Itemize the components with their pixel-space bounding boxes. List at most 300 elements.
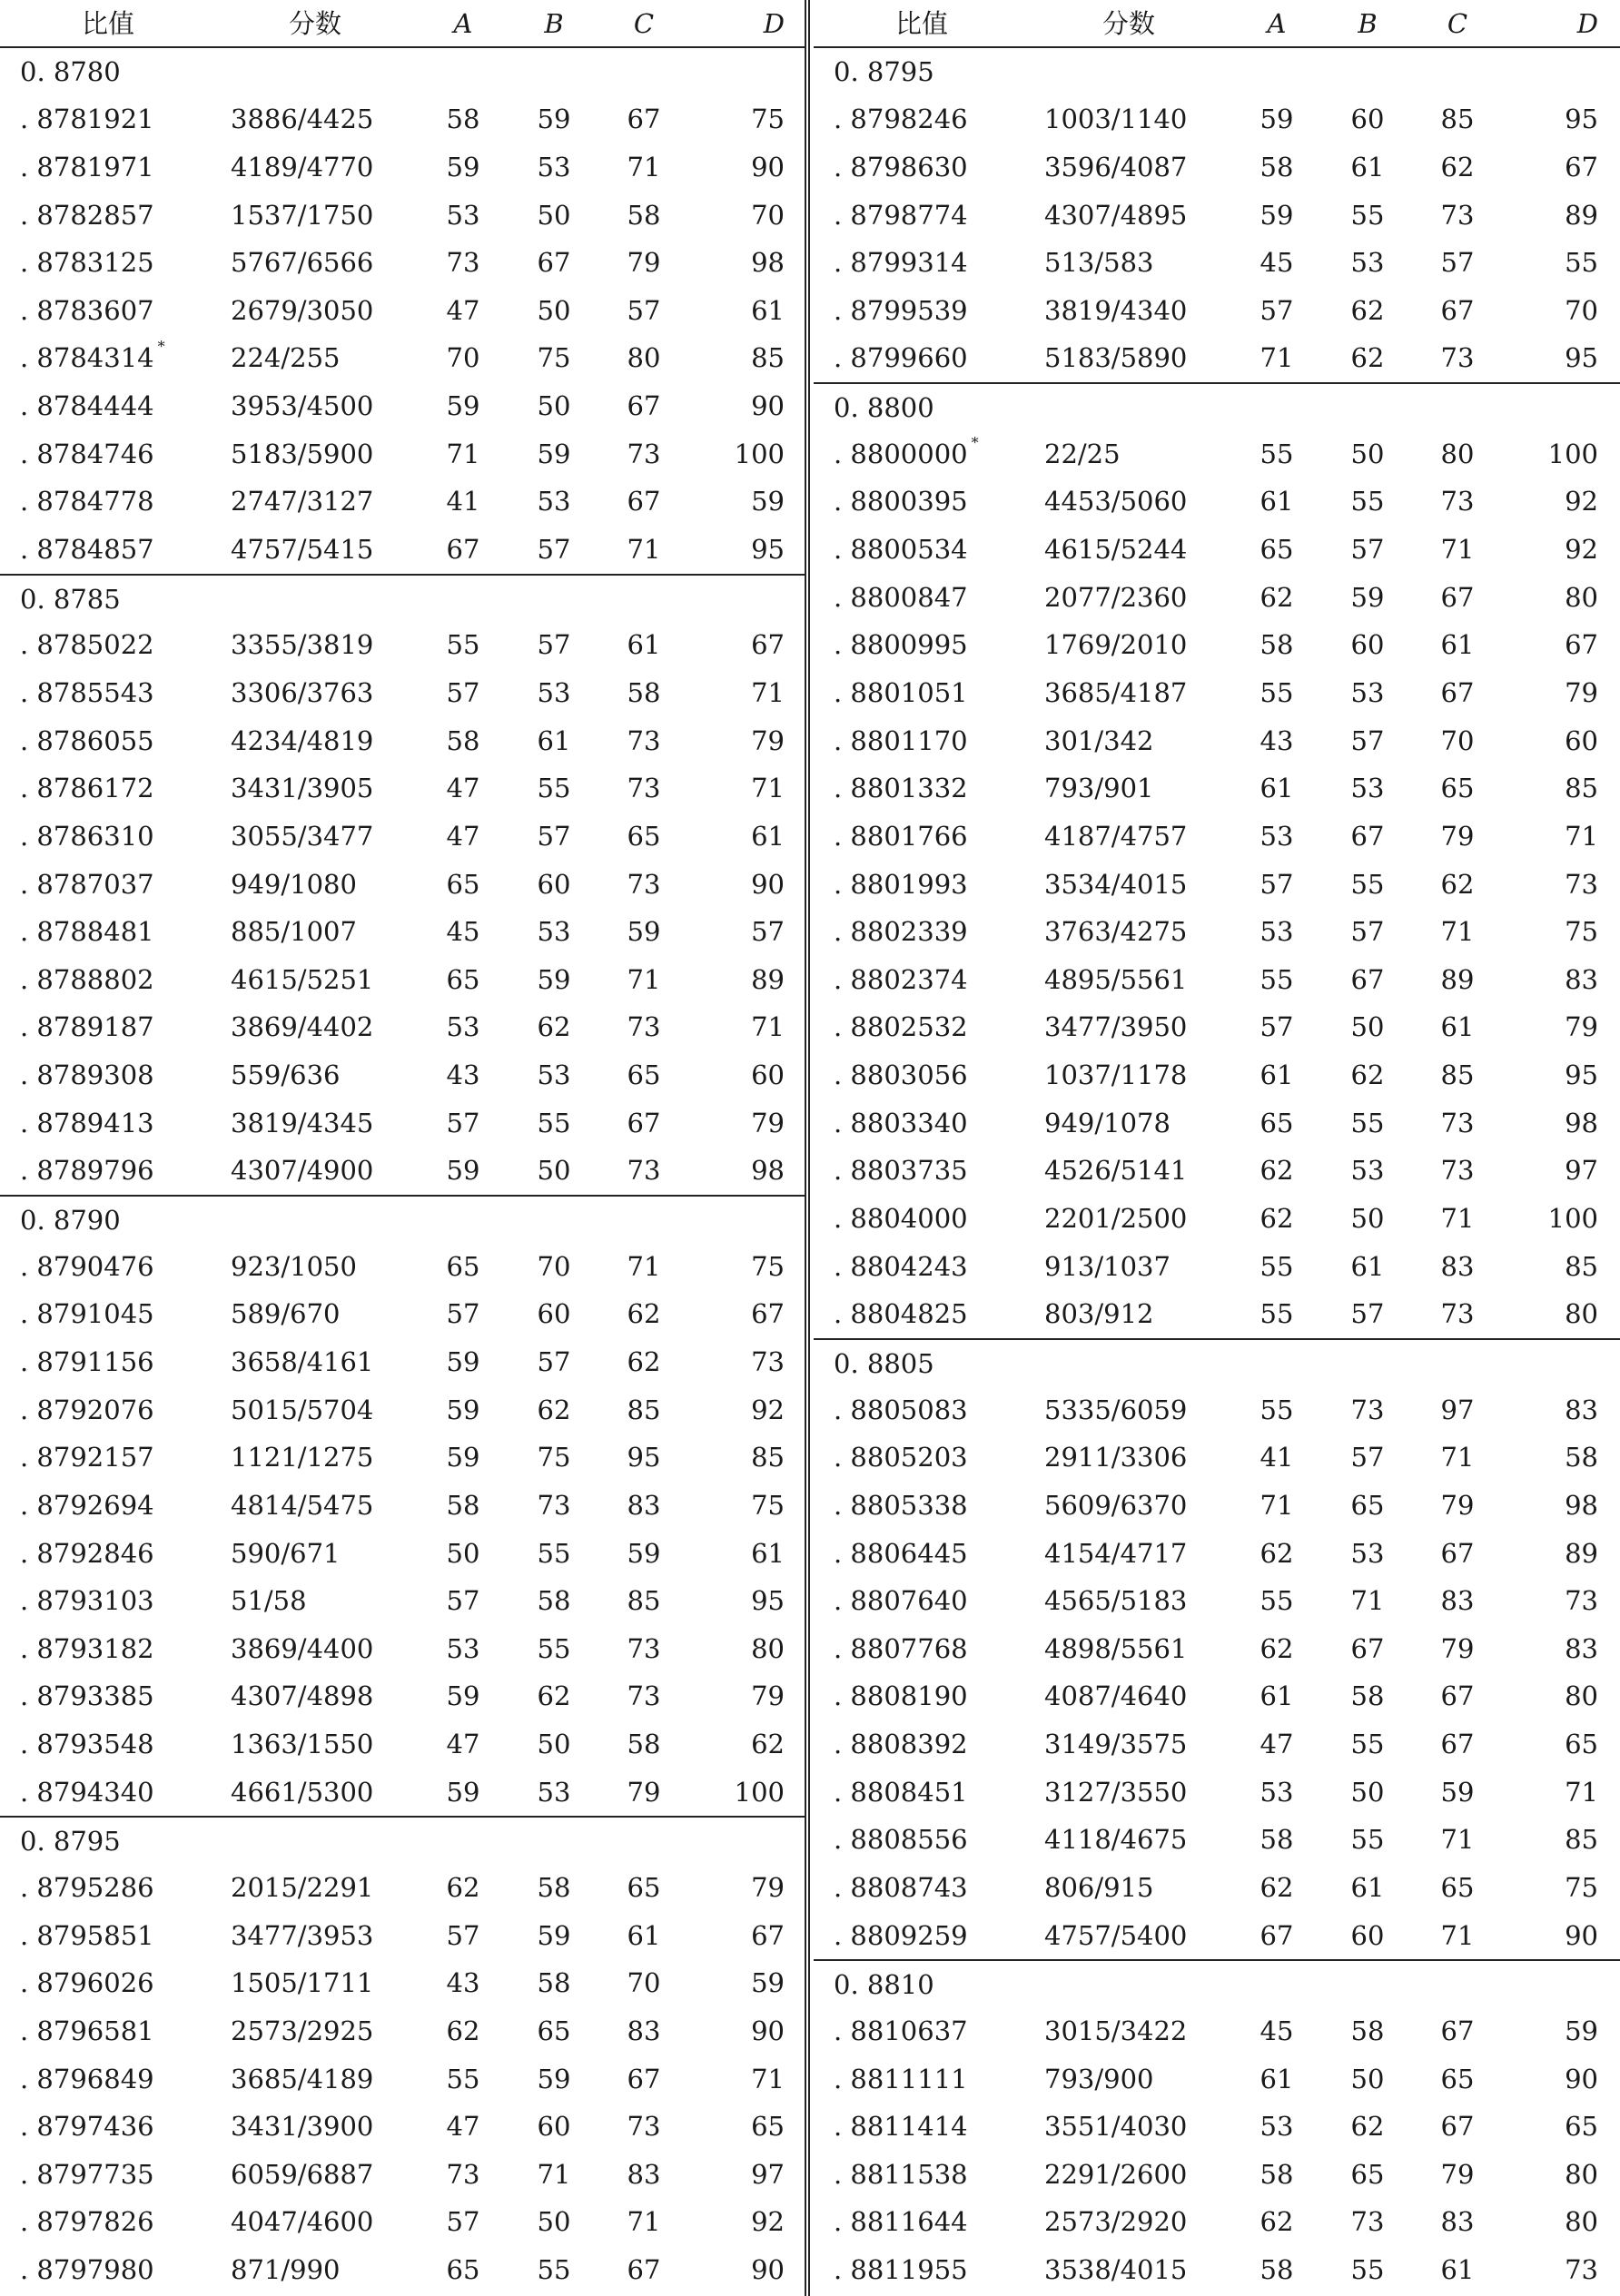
table-row — [0, 1625, 806, 1673]
d-cell: 65 — [1565, 2111, 1598, 2143]
a-cell: 62 — [446, 2015, 480, 2046]
ratio-cell — [834, 2055, 968, 2104]
table-row — [0, 1769, 806, 1817]
fraction-cell: 4307/4898 — [231, 1680, 374, 1712]
ratio-cell — [20, 334, 165, 382]
c-cell: 71 — [1440, 1824, 1475, 1856]
b-cell: 50 — [1350, 1776, 1385, 1808]
table-row — [814, 2055, 1620, 2104]
table-row — [0, 526, 806, 574]
header-b: B — [544, 8, 564, 39]
table-row — [0, 287, 806, 335]
table-row — [0, 717, 806, 765]
b-cell: 50 — [537, 199, 571, 231]
d-cell: 90 — [751, 151, 785, 182]
ratio-value: . 8781921 — [20, 103, 154, 135]
d-cell: 85 — [1565, 1250, 1598, 1282]
fraction-cell: 2679/3050 — [231, 294, 374, 326]
a-cell: 58 — [1259, 2254, 1294, 2286]
b-cell: 62 — [537, 1680, 571, 1712]
d-cell: 98 — [751, 1155, 785, 1187]
table-row — [814, 430, 1620, 478]
table-row — [0, 669, 806, 717]
ratio-value: . 8782857 — [20, 199, 154, 231]
d-cell: 100 — [734, 438, 785, 469]
table-row — [0, 1672, 806, 1720]
a-cell: 59 — [1259, 103, 1294, 135]
ratio-cell — [834, 334, 968, 382]
b-cell: 62 — [1350, 1059, 1385, 1091]
d-cell: 71 — [751, 676, 785, 708]
ratio-cell — [834, 192, 968, 240]
fraction-cell: 589/670 — [231, 1298, 341, 1330]
fraction-cell: 4187/4757 — [1044, 820, 1188, 852]
fraction-cell: 2015/2291 — [231, 1871, 374, 1903]
ratio-cell — [834, 1577, 968, 1625]
b-cell: 67 — [1350, 1632, 1385, 1664]
ratio-value: . 8788481 — [20, 916, 154, 948]
d-cell: 90 — [751, 2254, 785, 2286]
c-cell: 62 — [627, 1298, 661, 1330]
c-cell: 79 — [627, 1776, 661, 1808]
d-cell: 83 — [1565, 1394, 1598, 1425]
fraction-cell: 803/912 — [1044, 1298, 1154, 1330]
fraction-cell: 3685/4189 — [231, 2063, 374, 2094]
ratio-cell — [20, 764, 154, 813]
b-cell: 61 — [1350, 1250, 1385, 1282]
ratio-cell — [834, 1482, 968, 1530]
ratio-value: . 8791156 — [20, 1345, 154, 1377]
ratio-cell — [834, 2198, 968, 2246]
b-cell: 53 — [537, 1776, 571, 1808]
c-cell: 71 — [1440, 916, 1475, 948]
a-cell: 62 — [1259, 1155, 1294, 1187]
a-cell: 71 — [446, 438, 480, 469]
ratio-value: . 8784857 — [20, 534, 154, 566]
group-label: 0. 8780 — [20, 55, 121, 87]
b-cell: 53 — [537, 151, 571, 182]
c-cell: 71 — [627, 963, 661, 995]
fraction-cell: 3953/4500 — [231, 390, 374, 422]
b-cell: 59 — [537, 1919, 571, 1951]
b-cell: 50 — [1350, 2063, 1385, 2094]
ratio-cell — [20, 1290, 154, 1338]
table-row — [0, 956, 806, 1004]
b-cell: 60 — [1350, 103, 1385, 135]
ratio-value: . 8781971 — [20, 151, 154, 182]
ratio-value: . 8805338 — [834, 1489, 968, 1521]
c-cell: 59 — [627, 1537, 661, 1569]
ratio-value: . 8800395 — [834, 486, 968, 517]
fraction-cell: 6059/6887 — [231, 2158, 374, 2190]
c-cell: 67 — [627, 390, 661, 422]
table-row — [0, 382, 806, 430]
ratio-value: . 8792694 — [20, 1489, 154, 1521]
a-cell: 58 — [446, 724, 480, 756]
ratio-cell — [834, 478, 968, 526]
ratio-value: . 8797735 — [20, 2158, 154, 2190]
table-row — [814, 764, 1620, 813]
d-cell: 58 — [1565, 1442, 1598, 1473]
a-cell: 55 — [446, 629, 480, 661]
group-label: 0. 8795 — [20, 1826, 121, 1857]
c-cell: 71 — [627, 534, 661, 566]
a-cell: 57 — [446, 1107, 480, 1138]
table-row — [814, 956, 1620, 1004]
d-cell: 80 — [1565, 2158, 1598, 2190]
a-cell: 57 — [446, 1585, 480, 1617]
ratio-cell — [834, 143, 968, 192]
ratio-value: . 8797980 — [20, 2254, 154, 2286]
group-label: 0. 8800 — [834, 392, 934, 424]
a-cell: 58 — [446, 103, 480, 135]
a-cell: 55 — [1259, 438, 1294, 469]
ratio-cell — [834, 764, 968, 813]
fraction-cell: 4615/5244 — [1044, 534, 1188, 566]
table-row — [0, 1386, 806, 1434]
a-cell: 58 — [1259, 2158, 1294, 2190]
table-row — [0, 908, 806, 956]
ratio-value: . 8800534 — [834, 534, 968, 566]
c-cell: 65 — [627, 1871, 661, 1903]
c-cell: 89 — [1440, 963, 1475, 995]
ratio-value: . 8811538 — [834, 2158, 968, 2190]
ratio-cell — [834, 2246, 968, 2294]
group-heading — [0, 574, 806, 622]
d-cell: 73 — [1565, 868, 1598, 900]
fraction-cell: 3819/4345 — [231, 1107, 374, 1138]
c-cell: 73 — [1440, 486, 1475, 517]
fraction-cell: 3431/3900 — [231, 2111, 374, 2143]
fraction-cell: 4895/5561 — [1044, 963, 1188, 995]
c-cell: 67 — [1440, 2015, 1475, 2046]
a-cell: 55 — [1259, 1394, 1294, 1425]
d-cell: 85 — [1565, 1824, 1598, 1856]
fraction-cell: 4047/4600 — [231, 2206, 374, 2238]
a-cell: 47 — [446, 1729, 480, 1760]
b-cell: 50 — [1350, 1011, 1385, 1043]
ratio-cell — [20, 1338, 154, 1386]
a-cell: 55 — [1259, 1585, 1294, 1617]
a-cell: 61 — [1259, 773, 1294, 804]
table-row — [814, 574, 1620, 622]
a-cell: 62 — [1259, 1203, 1294, 1235]
b-cell: 61 — [537, 724, 571, 756]
c-cell: 85 — [1440, 103, 1475, 135]
fraction-cell: 4307/4895 — [1044, 199, 1188, 231]
d-cell: 75 — [751, 1489, 785, 1521]
table-row — [0, 1290, 806, 1338]
a-cell: 43 — [446, 1059, 480, 1091]
fraction-cell: 3127/3550 — [1044, 1776, 1188, 1808]
header-c: C — [633, 8, 655, 39]
c-cell: 67 — [627, 486, 661, 517]
c-cell: 70 — [627, 1967, 661, 1999]
table-row — [0, 1147, 806, 1195]
table-row — [814, 669, 1620, 717]
d-cell: 85 — [751, 1442, 785, 1473]
b-cell: 58 — [1350, 2015, 1385, 2046]
ratio-value: . 8810637 — [834, 2015, 968, 2046]
fraction-cell: 5609/6370 — [1044, 1489, 1188, 1521]
d-cell: 85 — [751, 342, 785, 374]
ratio-value: . 8789413 — [20, 1107, 154, 1138]
ratio-value: . 8808451 — [834, 1776, 968, 1808]
ratio-cell — [834, 861, 968, 909]
b-cell: 73 — [1350, 2206, 1385, 2238]
b-cell: 67 — [1350, 820, 1385, 852]
fraction-cell: 871/990 — [231, 2254, 341, 2286]
fraction-cell: 4898/5561 — [1044, 1632, 1188, 1664]
ratio-value: . 8789187 — [20, 1011, 154, 1043]
b-cell: 55 — [1350, 2254, 1385, 2286]
ratio-value: . 8798774 — [834, 199, 968, 231]
fraction-cell: 51/58 — [231, 1585, 307, 1617]
table-row — [814, 2198, 1620, 2246]
fraction-cell: 793/901 — [1044, 773, 1154, 804]
ratio-value: . 8808743 — [834, 1871, 968, 1903]
ratio-cell — [834, 956, 968, 1004]
c-cell: 61 — [627, 629, 661, 661]
d-cell: 90 — [1565, 1919, 1598, 1951]
fraction-cell: 923/1050 — [231, 1250, 357, 1282]
d-cell: 98 — [751, 247, 785, 279]
ratio-cell — [834, 621, 968, 669]
d-cell: 97 — [1565, 1155, 1598, 1187]
ratio-cell — [20, 287, 154, 335]
fraction-cell: 4307/4900 — [231, 1155, 374, 1187]
ratio-value: . 8804000 — [834, 1203, 968, 1235]
d-cell: 73 — [751, 1345, 785, 1377]
b-cell: 55 — [537, 1632, 571, 1664]
b-cell: 55 — [537, 1107, 571, 1138]
d-cell: 100 — [1547, 438, 1598, 469]
b-cell: 59 — [537, 963, 571, 995]
fraction-cell: 4526/5141 — [1044, 1155, 1188, 1187]
table-row — [0, 1864, 806, 1912]
a-cell: 47 — [446, 820, 480, 852]
b-cell: 59 — [1350, 581, 1385, 613]
a-cell: 53 — [1259, 820, 1294, 852]
c-cell: 67 — [1440, 294, 1475, 326]
d-cell: 65 — [751, 2111, 785, 2143]
header-ratio: 比值 — [82, 8, 135, 39]
c-cell: 73 — [627, 773, 661, 804]
ratio-cell — [20, 908, 154, 956]
a-cell: 47 — [1259, 1729, 1294, 1760]
d-cell: 71 — [751, 1011, 785, 1043]
ratio-value: . 8793103 — [20, 1585, 154, 1617]
table-row — [0, 1243, 806, 1291]
group-heading — [0, 1195, 806, 1243]
d-cell: 95 — [1565, 103, 1598, 135]
ratio-cell — [20, 1243, 154, 1291]
ratio-value: . 8793182 — [20, 1632, 154, 1664]
table-row — [0, 1003, 806, 1051]
a-cell: 65 — [446, 1250, 480, 1282]
c-cell: 85 — [1440, 1059, 1475, 1091]
b-cell: 60 — [537, 2111, 571, 2143]
ratio-cell — [20, 717, 154, 765]
d-cell: 90 — [751, 868, 785, 900]
b-cell: 57 — [1350, 1442, 1385, 1473]
b-cell: 60 — [537, 1298, 571, 1330]
ratio-cell — [834, 813, 968, 861]
fraction-cell: 4615/5251 — [231, 963, 374, 995]
d-cell: 59 — [1565, 2015, 1598, 2046]
d-cell: 98 — [1565, 1107, 1598, 1138]
a-cell: 73 — [446, 247, 480, 279]
d-cell: 89 — [1565, 1537, 1598, 1569]
b-cell: 65 — [1350, 1489, 1385, 1521]
b-cell: 58 — [537, 1871, 571, 1903]
fraction-cell: 2077/2360 — [1044, 581, 1188, 613]
ratio-value: . 8798246 — [834, 103, 968, 135]
table-row — [0, 192, 806, 240]
ratio-cell — [20, 956, 154, 1004]
table-row — [814, 1290, 1620, 1338]
ratio-value: . 8811955 — [834, 2254, 968, 2286]
d-cell: 83 — [1565, 1632, 1598, 1664]
d-cell: 71 — [1565, 1776, 1598, 1808]
group-label: 0. 8790 — [20, 1205, 121, 1237]
fraction-cell: 5183/5900 — [231, 438, 374, 469]
c-cell: 80 — [627, 342, 661, 374]
table-row — [0, 334, 806, 382]
c-cell: 57 — [627, 294, 661, 326]
b-cell: 53 — [537, 486, 571, 517]
ratio-cell — [834, 717, 968, 765]
a-cell: 59 — [446, 1345, 480, 1377]
header-a: A — [1267, 8, 1287, 39]
header-a: A — [453, 8, 473, 39]
c-cell: 57 — [1440, 247, 1475, 279]
b-cell: 53 — [537, 676, 571, 708]
d-cell: 80 — [1565, 2206, 1598, 2238]
ratio-value: . 8808190 — [834, 1680, 968, 1712]
a-cell: 59 — [446, 1776, 480, 1808]
group-label: 0. 8805 — [834, 1347, 934, 1379]
a-cell: 55 — [1259, 963, 1294, 995]
d-cell: 79 — [1565, 676, 1598, 708]
ratio-value: . 8800995 — [834, 629, 968, 661]
header-d: D — [1576, 8, 1598, 39]
fraction-cell: 3431/3905 — [231, 773, 374, 804]
d-cell: 92 — [1565, 486, 1598, 517]
fraction-cell: 1003/1140 — [1044, 103, 1188, 135]
c-cell: 67 — [627, 1107, 661, 1138]
d-cell: 80 — [1565, 1298, 1598, 1330]
c-cell: 70 — [1440, 724, 1475, 756]
table-row — [814, 1816, 1620, 1864]
a-cell: 41 — [446, 486, 480, 517]
ratio-cell — [834, 1720, 968, 1769]
ratio-cell — [834, 430, 979, 478]
table-row — [814, 1577, 1620, 1625]
a-cell: 50 — [446, 1537, 480, 1569]
fraction-cell: 3149/3575 — [1044, 1729, 1188, 1760]
a-cell: 45 — [446, 916, 480, 948]
b-cell: 50 — [537, 2206, 571, 2238]
ratio-cell — [20, 669, 154, 717]
ratio-cell — [834, 1864, 968, 1912]
c-cell: 83 — [1440, 1585, 1475, 1617]
a-cell: 62 — [1259, 2206, 1294, 2238]
fraction-cell: 4814/5475 — [231, 1489, 374, 1521]
fraction-cell: 1769/2010 — [1044, 629, 1188, 661]
c-cell: 73 — [627, 2111, 661, 2143]
table-row — [814, 239, 1620, 287]
d-cell: 97 — [751, 2158, 785, 2190]
a-cell: 47 — [446, 294, 480, 326]
b-cell: 55 — [537, 2254, 571, 2286]
c-cell: 65 — [627, 1059, 661, 1091]
ratio-cell — [834, 526, 968, 574]
fraction-cell: 4189/4770 — [231, 151, 374, 182]
d-cell: 79 — [1565, 1011, 1598, 1043]
ratio-cell — [834, 1912, 968, 1960]
d-cell: 61 — [751, 820, 785, 852]
fraction-cell: 3596/4087 — [1044, 151, 1188, 182]
table-row — [814, 192, 1620, 240]
fraction-cell: 4118/4675 — [1044, 1824, 1188, 1856]
ratio-value: . 8809259 — [834, 1919, 968, 1951]
b-cell: 62 — [537, 1011, 571, 1043]
d-cell: 59 — [751, 486, 785, 517]
c-cell: 67 — [627, 2063, 661, 2094]
b-cell: 57 — [537, 820, 571, 852]
ratio-cell — [20, 621, 154, 669]
c-cell: 65 — [1440, 773, 1475, 804]
ratio-cell — [834, 1816, 968, 1864]
c-cell: 73 — [1440, 1107, 1475, 1138]
b-cell: 60 — [1350, 629, 1385, 661]
c-cell: 67 — [627, 103, 661, 135]
fraction-cell: 3685/4187 — [1044, 676, 1188, 708]
header-fraction: 分数 — [1102, 8, 1156, 39]
ratio-cell — [834, 1769, 968, 1817]
b-cell: 53 — [1350, 773, 1385, 804]
fraction-cell: 5335/6059 — [1044, 1394, 1188, 1425]
a-cell: 58 — [1259, 629, 1294, 661]
d-cell: 71 — [751, 773, 785, 804]
fraction-cell: 3763/4275 — [1044, 916, 1188, 948]
table-row — [814, 478, 1620, 526]
c-cell: 73 — [627, 1155, 661, 1187]
table-row — [0, 621, 806, 669]
ratio-value: . 8805203 — [834, 1442, 968, 1473]
ratio-cell — [20, 382, 154, 430]
ratio-cell — [20, 1051, 154, 1099]
b-cell: 75 — [537, 342, 571, 374]
d-cell: 75 — [1565, 1871, 1598, 1903]
a-cell: 53 — [446, 1011, 480, 1043]
table-row — [0, 2198, 806, 2246]
c-cell: 73 — [627, 1011, 661, 1043]
ratio-cell — [834, 2103, 968, 2151]
table-row — [0, 861, 806, 909]
fraction-cell: 793/900 — [1044, 2063, 1154, 2094]
fraction-cell: 4757/5400 — [1044, 1919, 1188, 1951]
b-cell: 62 — [537, 1394, 571, 1425]
a-cell: 71 — [1259, 1489, 1294, 1521]
c-cell: 62 — [1440, 868, 1475, 900]
fraction-cell: 3306/3763 — [231, 676, 374, 708]
ratio-cell — [20, 1482, 154, 1530]
d-cell: 61 — [751, 1537, 785, 1569]
d-cell: 79 — [751, 1680, 785, 1712]
b-cell: 53 — [537, 1059, 571, 1091]
